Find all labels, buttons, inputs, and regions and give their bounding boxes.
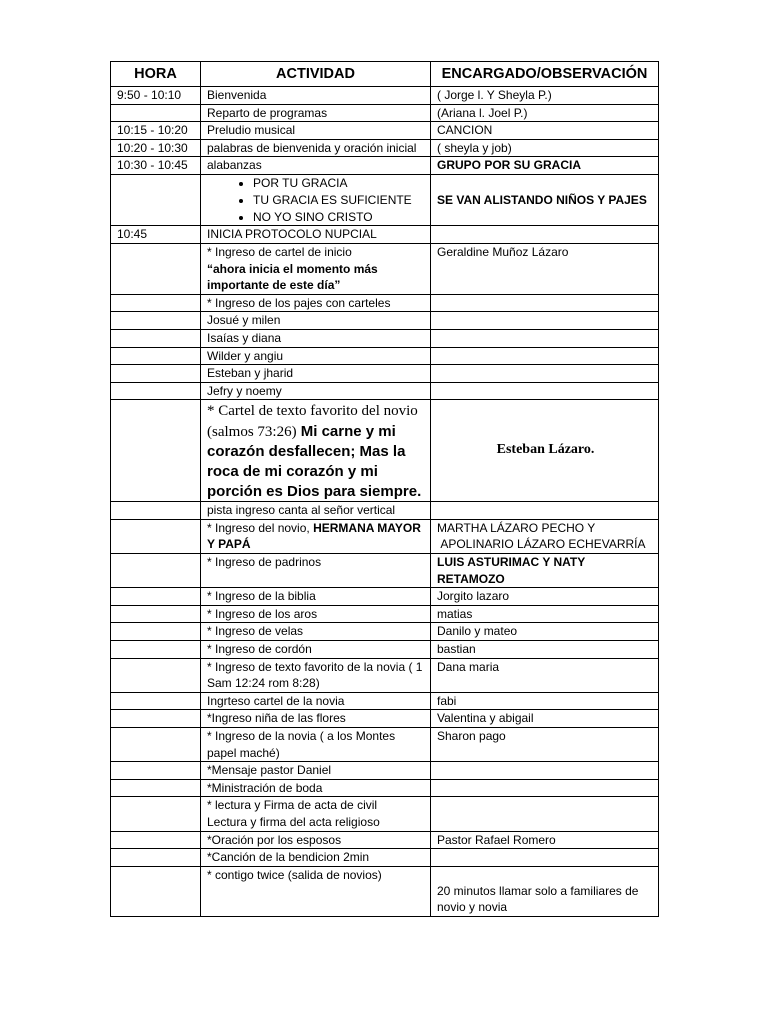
encargado-cell	[431, 312, 659, 330]
hora-cell	[111, 400, 201, 502]
encargado-cell: GRUPO POR SU GRACIA	[431, 157, 659, 175]
actividad-cell: Isaías y diana	[201, 329, 431, 347]
actividad-cell: *Ingreso niña de las flores	[201, 710, 431, 728]
encargado-cell: matias	[431, 605, 659, 623]
table-row	[111, 157, 659, 175]
hora-cell	[111, 641, 201, 659]
encargado-cell: (Ariana l. Joel P.)	[431, 104, 659, 122]
hora-cell	[111, 519, 201, 553]
table-row	[111, 623, 659, 641]
song-item: • POR TU GRACIA	[253, 175, 426, 192]
actividad-cell	[201, 243, 431, 294]
hora-cell	[111, 692, 201, 710]
encargado-text-2: APOLINARIO LÁZARO ECHEVARRÍA	[440, 537, 646, 552]
hora-cell	[111, 329, 201, 347]
actividad-cell: palabras de bienvenida y oración inicial	[201, 139, 431, 157]
encargado-cell: ( sheyla y job)	[431, 139, 659, 157]
actividad-cell: * contigo twice (salida de novios)	[201, 866, 431, 916]
actividad-cell	[201, 400, 431, 502]
hora-cell	[111, 762, 201, 780]
table-row	[111, 174, 659, 225]
table-row	[111, 710, 659, 728]
hora-cell	[111, 554, 201, 588]
encargado-cell	[431, 365, 659, 383]
table-row	[111, 122, 659, 140]
encargado-cell	[431, 347, 659, 365]
table-row	[111, 87, 659, 105]
hora-cell	[111, 727, 201, 761]
hora-cell	[111, 831, 201, 849]
encargado-cell: Dana maria	[431, 658, 659, 692]
actividad-cell: alabanzas	[201, 157, 431, 175]
songs-cell	[201, 174, 431, 225]
actividad-cell: * Ingreso de la biblia	[201, 588, 431, 606]
encargado-cell: fabi	[431, 692, 659, 710]
hora-cell	[111, 797, 201, 831]
encargado-cell: bastian	[431, 641, 659, 659]
table-row	[111, 329, 659, 347]
table-row	[111, 400, 659, 502]
encargado-cell: ( Jorge l. Y Sheyla P.)	[431, 87, 659, 105]
encargado-cell: Jorgito lazaro	[431, 588, 659, 606]
hora-cell	[111, 365, 201, 383]
table-row	[111, 866, 659, 916]
table-row	[111, 692, 659, 710]
encargado-cell	[431, 797, 659, 831]
actividad-cell: Ingrteso cartel de la novia	[201, 692, 431, 710]
song-list	[207, 175, 426, 225]
table-row	[111, 797, 659, 831]
actividad-cell: Esteban y jharid	[201, 365, 431, 383]
actividad-bold-text: HERMANA MAYOR Y PAPÁ	[207, 520, 421, 552]
actividad-cell	[201, 797, 431, 831]
song-item: • TU GRACIA ES SUFICIENTE	[253, 192, 426, 209]
hora-cell	[111, 779, 201, 797]
actividad-cell: * Ingreso de texto favorito de la novia ( 1 Sam 12:24 rom 8:28)	[201, 658, 431, 692]
table-row	[111, 588, 659, 606]
encargado-cell: Valentina y abigail	[431, 710, 659, 728]
header-actividad: ACTIVIDAD	[201, 62, 431, 87]
table-row	[111, 641, 659, 659]
encargado-cell: CANCION	[431, 122, 659, 140]
actividad-cell: Preludio musical	[201, 122, 431, 140]
header-row	[111, 62, 659, 87]
actividad-cell: Josué y milen	[201, 312, 431, 330]
actividad-text-2: Lectura y firma del acta religioso	[207, 814, 380, 829]
hora-cell	[111, 347, 201, 365]
actividad-cell	[201, 519, 431, 553]
hora-cell: 9:50 - 10:10	[111, 87, 201, 105]
encargado-cell	[431, 294, 659, 312]
actividad-cell: Bienvenida	[201, 87, 431, 105]
table-row	[111, 382, 659, 400]
table-row	[111, 502, 659, 520]
actividad-text: * Ingreso de cartel de inicio	[207, 244, 352, 259]
table-row	[111, 312, 659, 330]
table-row	[111, 347, 659, 365]
actividad-text: * Cartel de texto favorito del novio (salmos 73:26)	[207, 403, 418, 440]
encargado-cell	[431, 502, 659, 520]
actividad-text: * lectura y Firma de acta de civil	[207, 798, 378, 813]
actividad-text: * Ingreso del novio,	[207, 520, 310, 535]
encargado-cell	[431, 779, 659, 797]
encargado-cell	[431, 762, 659, 780]
schedule-table	[110, 61, 659, 917]
actividad-cell: * Ingreso de los aros	[201, 605, 431, 623]
actividad-cell: pista ingreso canta al señor vertical	[201, 502, 431, 520]
table-row	[111, 365, 659, 383]
hora-cell	[111, 866, 201, 916]
table-row	[111, 658, 659, 692]
hora-cell	[111, 312, 201, 330]
encargado-cell	[431, 226, 659, 244]
hora-cell	[111, 710, 201, 728]
encargado-cell: LUIS ASTURIMAC Y NATY RETAMOZO	[431, 554, 659, 588]
hora-cell	[111, 605, 201, 623]
actividad-cell: Wilder y angiu	[201, 347, 431, 365]
hora-cell	[111, 623, 201, 641]
encargado-cell: Pastor Rafael Romero	[431, 831, 659, 849]
table-row	[111, 762, 659, 780]
hora-cell	[111, 104, 201, 122]
actividad-bold-text: “ahora inicia el momento más importante de este día”	[207, 261, 378, 293]
actividad-cell: *Mensaje pastor Daniel	[201, 762, 431, 780]
hora-cell: 10:20 - 10:30	[111, 139, 201, 157]
encargado-cell	[431, 519, 659, 553]
header-encargado: ENCARGADO/OBSERVACIÓN	[431, 62, 659, 87]
encargado-cell: 20 minutos llamar solo a familiares de novio y novia	[431, 866, 659, 916]
table-row	[111, 831, 659, 849]
actividad-cell: * Ingreso de los pajes con carteles	[201, 294, 431, 312]
table-row	[111, 554, 659, 588]
table-row	[111, 294, 659, 312]
actividad-cell: *Oración por los esposos	[201, 831, 431, 849]
hora-cell: 10:45	[111, 226, 201, 244]
header-hora: HORA	[111, 62, 201, 87]
actividad-cell: *Canción de la bendicion 2min	[201, 849, 431, 867]
actividad-bold-text: Mi carne y mi corazón desfallecen; Mas la roca de mi corazón y mi porción es Dios para siempre.	[207, 422, 422, 500]
hora-cell	[111, 294, 201, 312]
hora-cell	[111, 382, 201, 400]
hora-cell	[111, 174, 201, 225]
actividad-cell: INICIA PROTOCOLO NUPCIAL	[201, 226, 431, 244]
actividad-cell: Jefry y noemy	[201, 382, 431, 400]
actividad-cell: * Ingreso de padrinos	[201, 554, 431, 588]
table-row	[111, 727, 659, 761]
actividad-cell: * Ingreso de cordón	[201, 641, 431, 659]
actividad-cell: Reparto de programas	[201, 104, 431, 122]
encargado-cell	[431, 329, 659, 347]
hora-cell	[111, 502, 201, 520]
table-row	[111, 849, 659, 867]
encargado-cell	[431, 382, 659, 400]
hora-cell: 10:15 - 10:20	[111, 122, 201, 140]
table-row	[111, 243, 659, 294]
table-row	[111, 104, 659, 122]
actividad-cell: * Ingreso de la novia ( a los Montes papel maché)	[201, 727, 431, 761]
table-row	[111, 139, 659, 157]
encargado-cell: Sharon pago	[431, 727, 659, 761]
table-row	[111, 605, 659, 623]
hora-cell: 10:30 - 10:45	[111, 157, 201, 175]
encargado-cell: SE VAN ALISTANDO NIÑOS Y PAJES	[431, 174, 659, 225]
actividad-cell: * Ingreso de velas	[201, 623, 431, 641]
hora-cell	[111, 849, 201, 867]
table-row	[111, 226, 659, 244]
table-row	[111, 519, 659, 553]
encargado-cell: Esteban Lázaro.	[431, 400, 659, 502]
table-row	[111, 779, 659, 797]
encargado-cell: Danilo y mateo	[431, 623, 659, 641]
hora-cell	[111, 243, 201, 294]
encargado-cell: Geraldine Muñoz Lázaro	[431, 243, 659, 294]
hora-cell	[111, 588, 201, 606]
song-item: • NO YO SINO CRISTO	[253, 209, 426, 226]
hora-cell	[111, 658, 201, 692]
encargado-text: MARTHA LÁZARO PECHO Y	[437, 520, 596, 535]
encargado-cell	[431, 849, 659, 867]
actividad-cell: *Ministración de boda	[201, 779, 431, 797]
